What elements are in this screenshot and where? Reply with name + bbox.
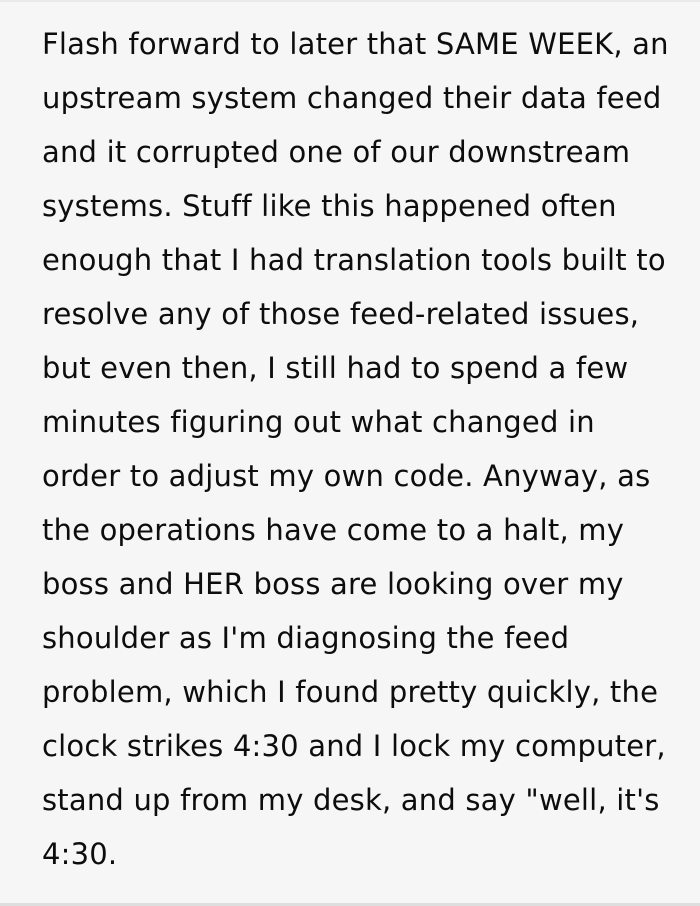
story-line: boss and HER boss are looking over my	[42, 567, 624, 601]
story-line: stand up from my desk, and say "well, it's	[42, 783, 660, 817]
story-line: and it corrupted one of our downstream	[42, 135, 631, 169]
story-line: Flash forward to later that SAME WEEK, an	[42, 27, 669, 61]
story-line: the operations have come to a halt, my	[42, 513, 625, 547]
story-line: enough that I had translation tools built to	[42, 243, 666, 277]
story-line: problem, which I found pretty quickly, the	[42, 675, 659, 709]
story-text-block	[42, 17, 680, 881]
story-line: 4:30.	[42, 837, 118, 871]
top-edge-divider	[0, 0, 700, 2]
story-line: upstream system changed their data feed	[42, 81, 662, 115]
story-line: clock strikes 4:30 and I lock my computer,	[42, 729, 666, 763]
story-line: resolve any of those feed-related issues,	[42, 297, 640, 331]
story-line: shoulder as I'm diagnosing the feed	[42, 621, 570, 655]
story-line: order to adjust my own code. Anyway, as	[42, 459, 651, 493]
story-line: systems. Stuff like this happened often	[42, 189, 617, 223]
story-line: minutes figuring out what changed in	[42, 405, 595, 439]
story-line: but even then, I still had to spend a few	[42, 351, 629, 385]
